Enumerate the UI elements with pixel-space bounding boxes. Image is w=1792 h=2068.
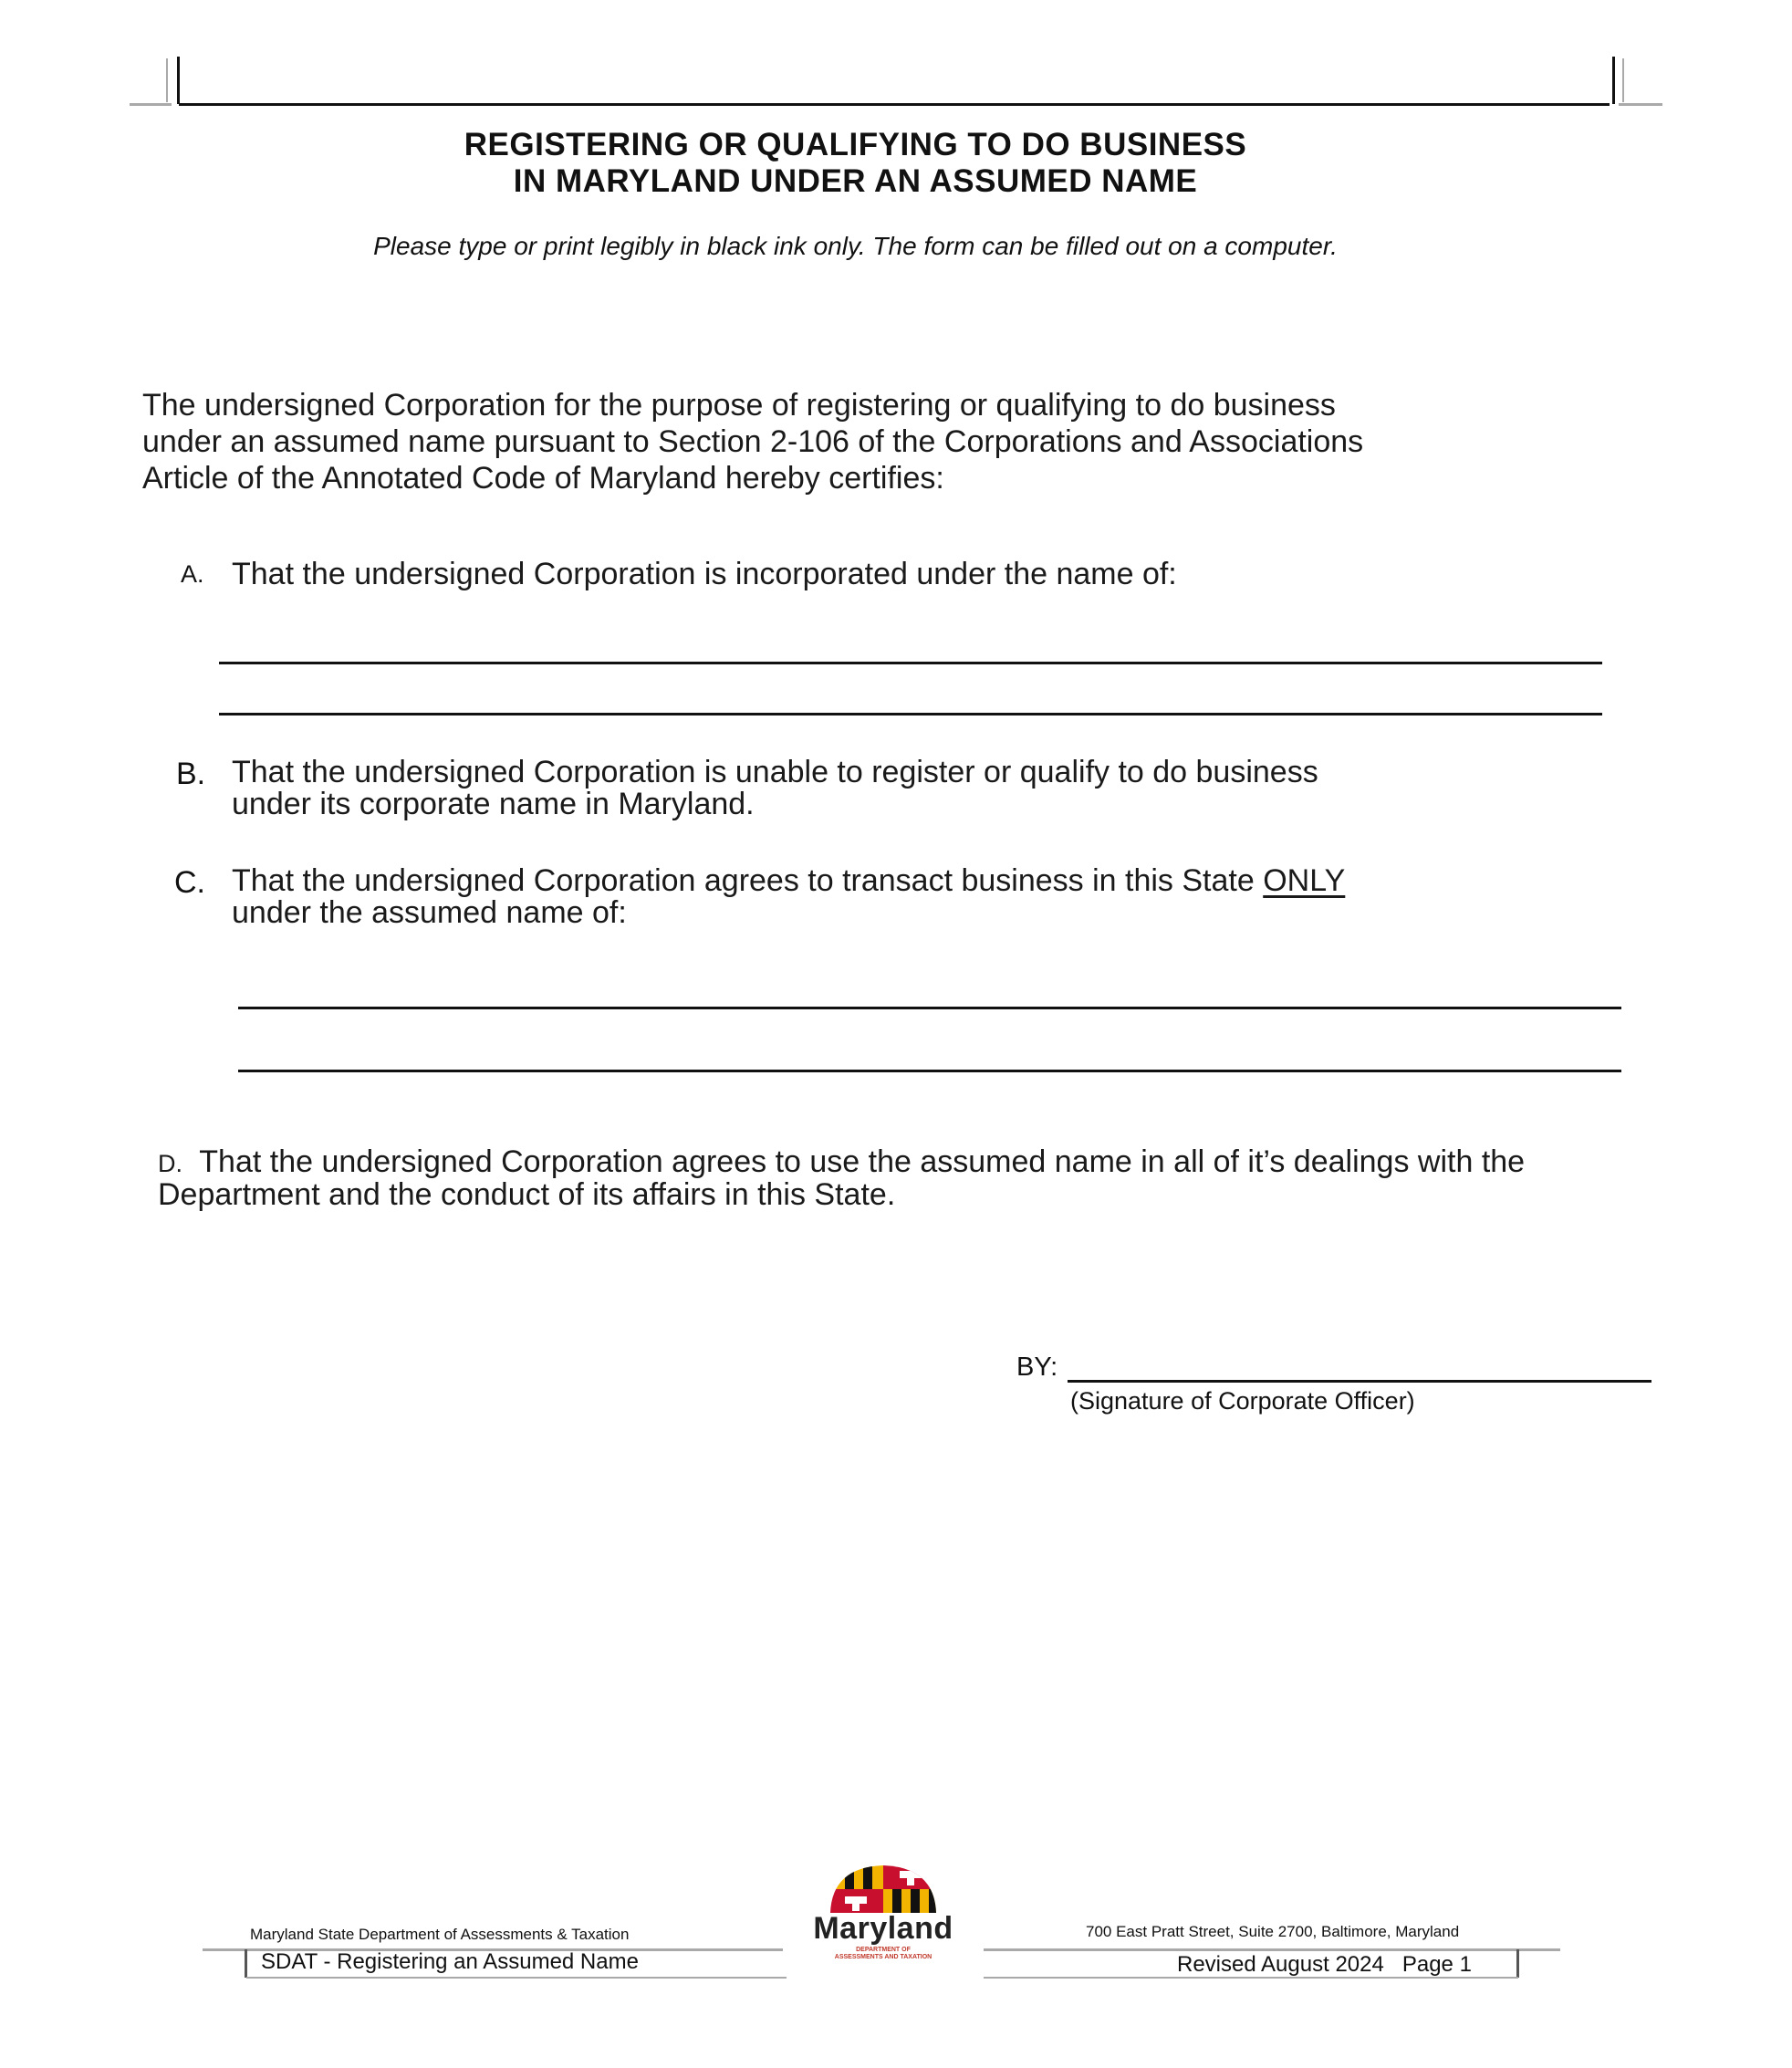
signature-caption: (Signature of Corporate Officer) <box>1070 1387 1415 1415</box>
item-c-text <box>232 865 1345 929</box>
title-line-2: IN MARYLAND UNDER AN ASSUMED NAME <box>513 163 1198 199</box>
signature-line[interactable] <box>1068 1380 1651 1383</box>
item-c-letter: C. <box>174 865 205 900</box>
item-a-letter: A. <box>181 560 204 588</box>
corporate-name-line-1[interactable] <box>219 662 1602 664</box>
by-label: BY: <box>1016 1353 1058 1382</box>
logo-subtitle <box>790 1947 976 1961</box>
item-d-letter: D. <box>158 1150 182 1177</box>
item-b-text <box>232 757 1318 820</box>
item-d-line-1: That the undersigned Corporation agrees to use the assumed name in all of it’s dealings with the <box>199 1144 1526 1179</box>
title-line-1: REGISTERING OR QUALIFYING TO DO BUSINESS <box>464 127 1247 162</box>
only-emphasis: ONLY <box>1263 863 1346 898</box>
instruction-text: Please type or print legibly in black ink only. The form can be filled out on a computer. <box>373 232 1338 260</box>
form-title <box>0 127 1711 200</box>
intro-line-1: The undersigned Corporation for the purpose of registering or qualifying to do business <box>142 388 1336 423</box>
footer-revision-block <box>1177 1952 1472 1978</box>
item-d-line-2: Department and the conduct of its affairs in this State. <box>158 1177 896 1212</box>
logo-subtitle-line-1: DEPARTMENT OF <box>856 1947 911 1953</box>
maryland-flag-icon <box>827 1862 940 1915</box>
footer-agency: Maryland State Department of Assessments & Taxation <box>250 1926 630 1943</box>
item-b-letter: B. <box>176 757 206 791</box>
assumed-name-line-2[interactable] <box>238 1070 1621 1072</box>
item-b-line-1: That the undersigned Corporation is unable to register or qualify to do business <box>232 755 1318 789</box>
item-c-line-1: That the undersigned Corporation agrees to transact business in this State <box>232 863 1264 898</box>
footer-form-name: SDAT - Registering an Assumed Name <box>261 1949 639 1974</box>
item-b-line-2: under its corporate name in Maryland. <box>232 787 755 821</box>
footer-address: 700 East Pratt Street, Suite 2700, Baltimore, Maryland <box>1086 1923 1460 1940</box>
logo-subtitle-line-2: ASSESSMENTS AND TAXATION <box>834 1954 932 1960</box>
item-c-line-2: under the assumed name of: <box>232 895 627 930</box>
logo-wordmark: Maryland <box>813 1911 953 1946</box>
footer-page: Page 1 <box>1401 1952 1472 1977</box>
item-d-text <box>158 1146 1525 1210</box>
intro-paragraph <box>142 387 1363 496</box>
intro-line-2: under an assumed name pursuant to Section 2-106 of the Corporations and Associations <box>142 424 1364 459</box>
intro-line-3: Article of the Annotated Code of Maryland hereby certifies: <box>142 461 944 496</box>
corporate-name-line-2[interactable] <box>219 713 1602 715</box>
item-a-text: That the undersigned Corporation is incorporated under the name of: <box>232 557 1177 591</box>
footer-revision: Revised August 2024 <box>1177 1952 1384 1977</box>
assumed-name-line-1[interactable] <box>238 1007 1621 1009</box>
